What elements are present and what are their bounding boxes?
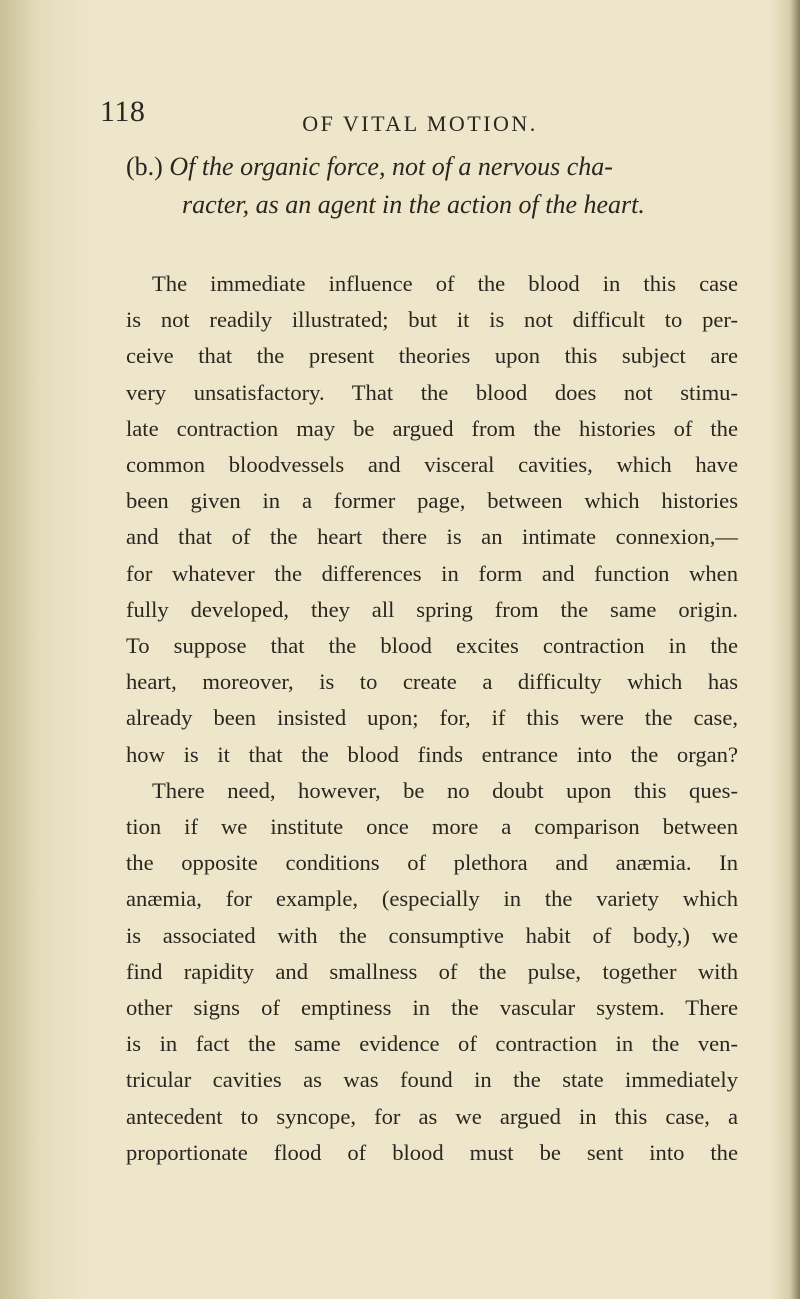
text-line: There need, however, be no doubt upon this ques-: [152, 777, 738, 803]
text-line: been given in a former page, between which histories: [126, 488, 738, 514]
page-number: 118: [100, 95, 146, 128]
text-line: ceive that the present theories upon this subject are: [126, 343, 738, 369]
text-line: The immediate influence of the blood in this case: [152, 271, 738, 296]
text-line: late contraction may be argued from the histories of the: [126, 415, 738, 441]
section-heading-line-1: [126, 152, 613, 181]
text-line: is not readily illustrated; but it is not difficult to per-: [126, 307, 738, 333]
text-line: is in fact the same evidence of contraction in the ven-: [126, 1031, 738, 1057]
section-label: (b.): [126, 152, 163, 181]
text-line: tricular cavities as was found in the state immediately: [126, 1067, 738, 1093]
text-line: common bloodvessels and visceral cavities, which have: [126, 452, 738, 478]
text-line: heart, moreover, is to create a difficulty which has: [126, 669, 738, 695]
text-line: how is it that the blood finds entrance into the organ?: [126, 741, 738, 767]
text-line: and that of the heart there is an intimate connexion,—: [126, 524, 738, 550]
text-line: the opposite conditions of plethora and anæmia. In: [126, 850, 738, 876]
running-head: OF VITAL MOTION.: [302, 111, 538, 136]
text-line: for whatever the differences in form and function when: [126, 560, 738, 586]
text-line: tion if we institute once more a comparison between: [126, 814, 738, 840]
section-title-part-2: racter, as an agent in the action of the heart.: [182, 190, 645, 219]
text-line: antecedent to syncope, for as we argued in this case, a: [126, 1103, 738, 1129]
text-line: very unsatisfactory. That the blood does not stimu-: [126, 379, 738, 405]
section-heading-line-2: [126, 186, 746, 224]
text-line: anæmia, for example, (especially in the variety which: [126, 886, 738, 912]
text-line: proportionate flood of blood must be sent into the: [126, 1139, 738, 1165]
text-line: other signs of emptiness in the vascular system. There: [126, 995, 738, 1021]
section-heading: [126, 148, 746, 224]
text-line: To suppose that the blood excites contraction in the: [126, 633, 738, 659]
body-paragraph: [126, 266, 738, 1171]
text-line: already been insisted upon; for, if this were the case,: [126, 705, 738, 731]
text-line: is associated with the consumptive habit of body,) we: [126, 922, 738, 948]
text-line: find rapidity and smallness of the pulse, together with: [126, 958, 738, 984]
section-title-part-1: Of the organic force, not of a nervous cha-: [169, 152, 613, 181]
text-line: fully developed, they all spring from the same origin.: [126, 596, 738, 622]
